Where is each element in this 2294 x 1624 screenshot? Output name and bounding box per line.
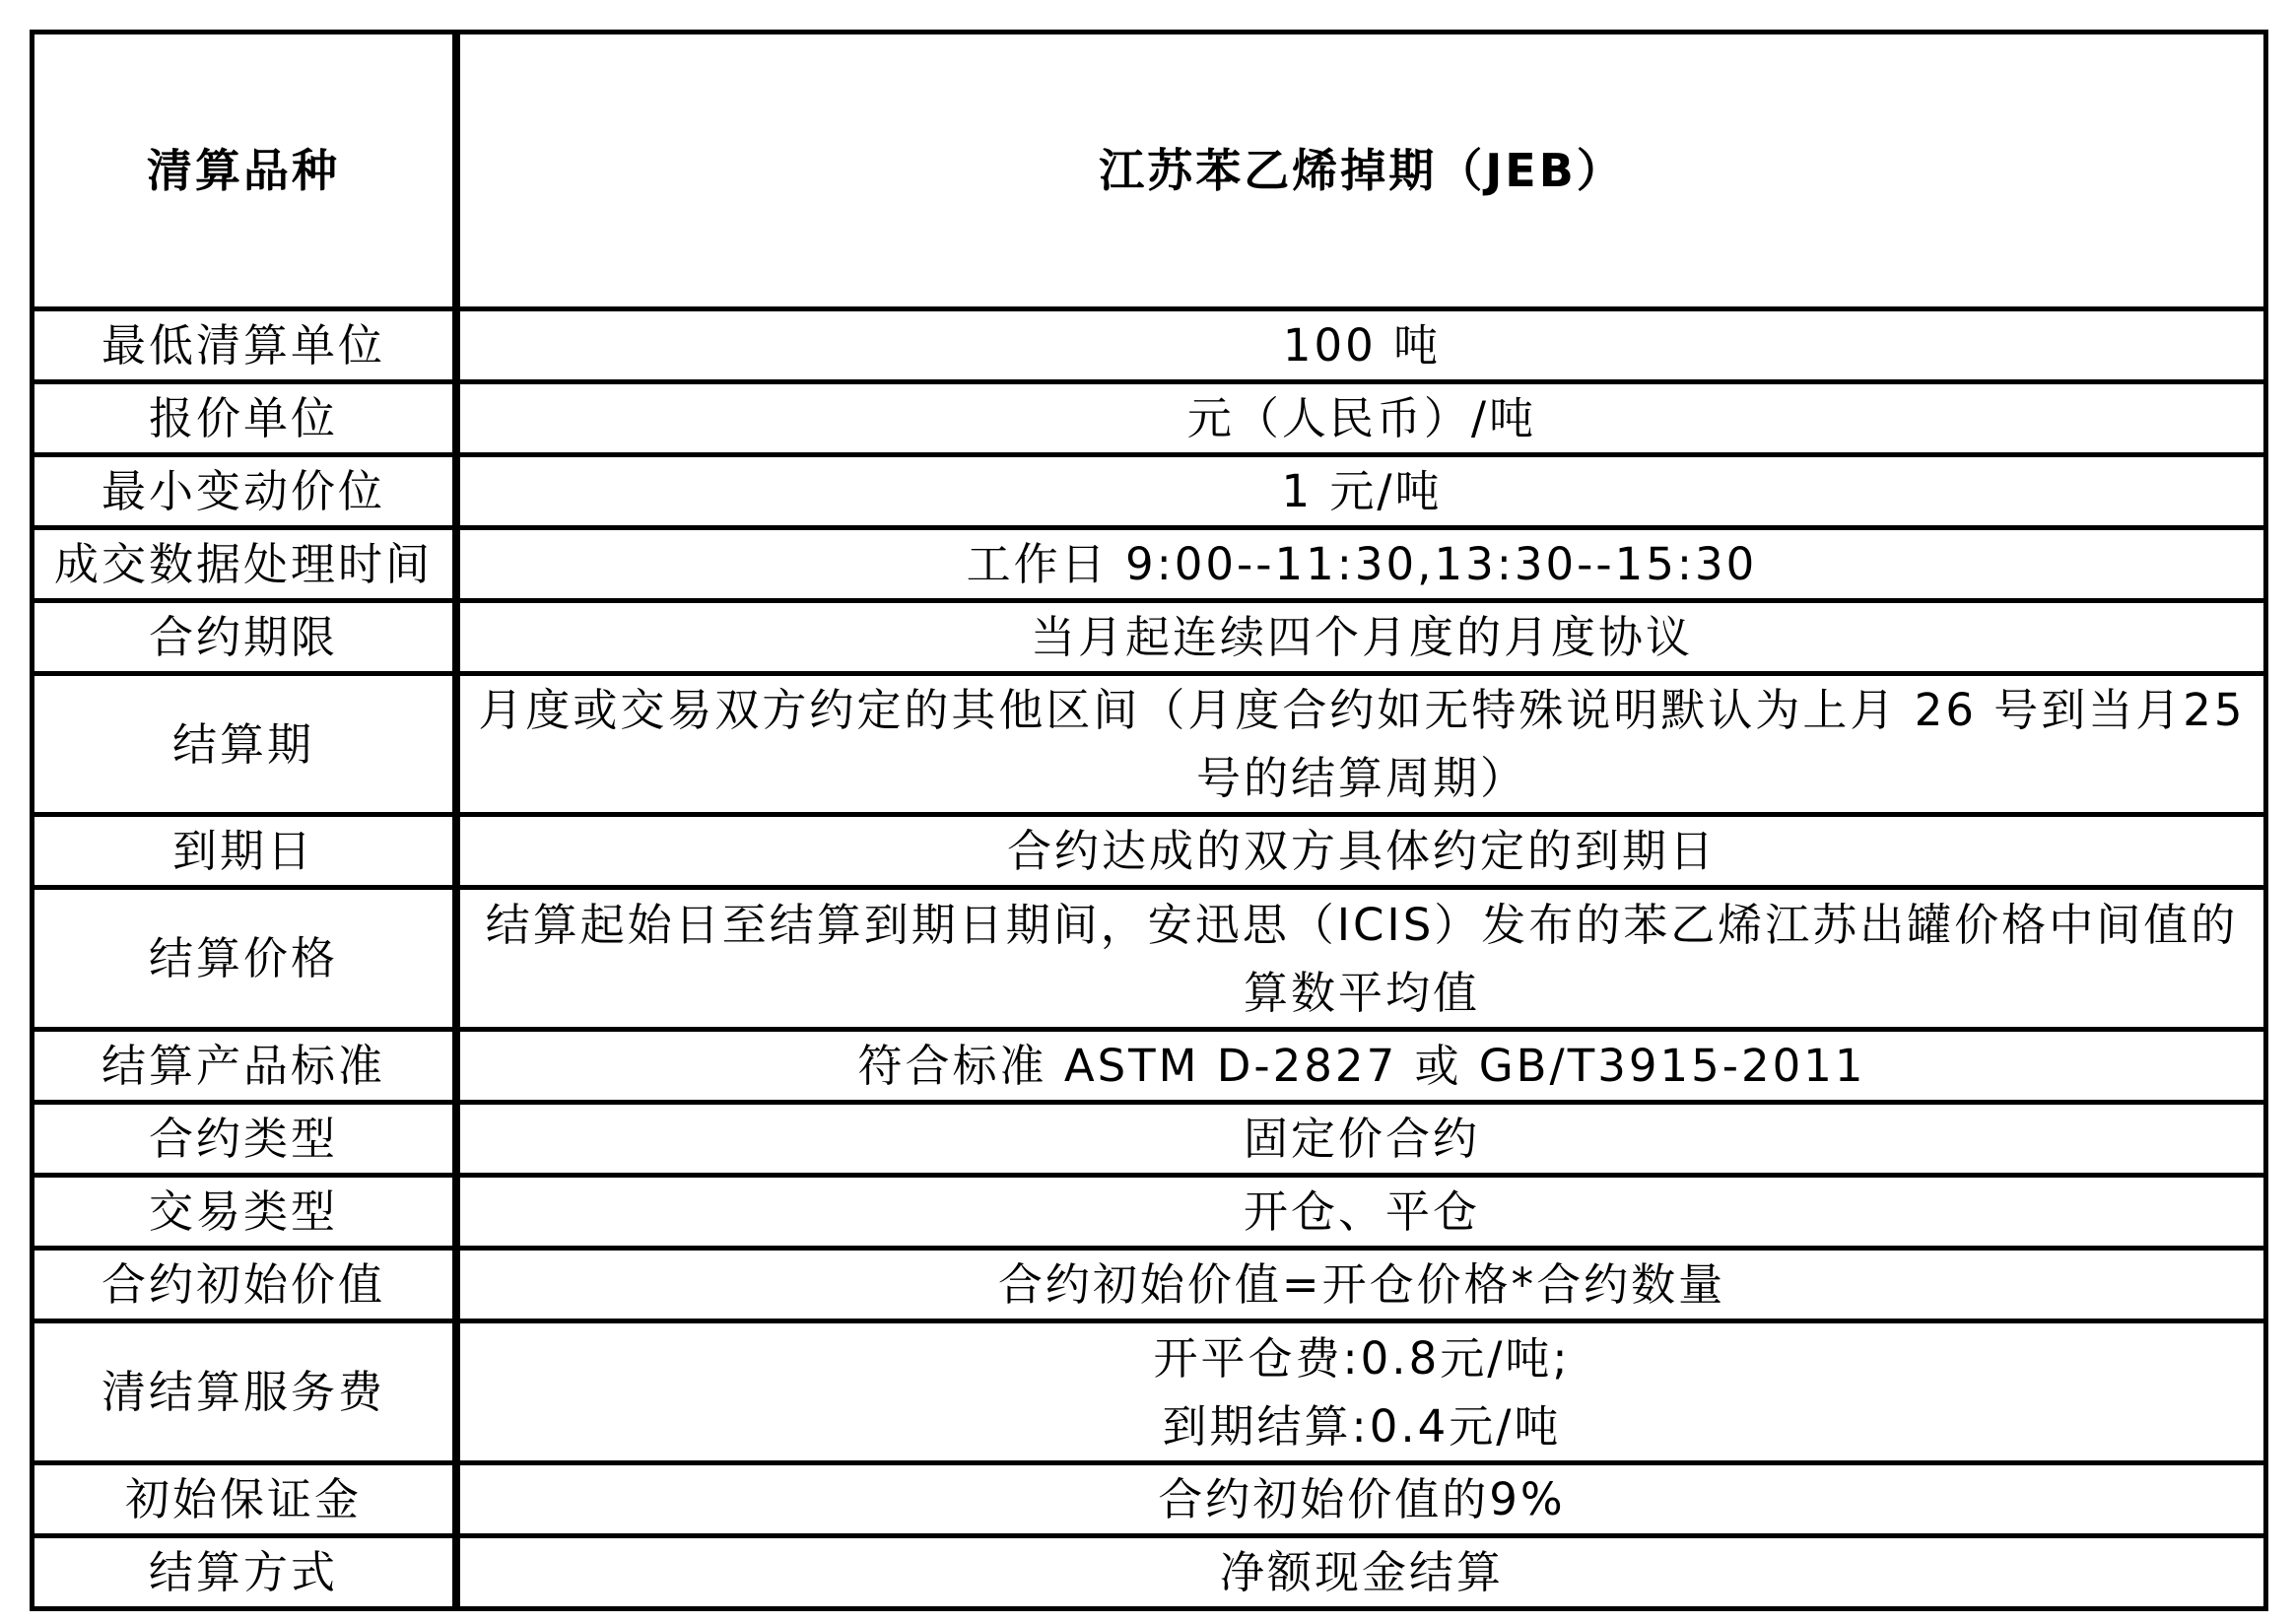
table-row [33,309,2266,382]
table-row [33,888,2266,1030]
row-value: 固定价合约 [456,1103,2266,1176]
table-header-row [33,33,2266,309]
row-value: 100 吨 [456,309,2266,382]
row-value: 结算起始日至结算到期日期间，安迅思（ICIS）发布的苯乙烯江苏出罐价格中间值的算数平均值 [456,888,2266,1030]
contract-spec-table [30,30,2268,1611]
table-row [33,382,2266,455]
row-value: 净额现金结算 [456,1536,2266,1609]
row-value: 开仓、平仓 [456,1176,2266,1249]
table-row [33,1030,2266,1103]
row-label: 初始保证金 [33,1463,457,1536]
row-value: 合约初始价值的9% [456,1463,2266,1536]
header-label-cell: 清算品种 [33,33,457,309]
row-value: 1 元/吨 [456,455,2266,528]
row-value: 月度或交易双方约定的其他区间（月度合约如无特殊说明默认为上月 26 号到当月25号的结算周期） [456,674,2266,815]
row-label: 结算方式 [33,1536,457,1609]
row-value: 当月起连续四个月度的月度协议 [456,601,2266,674]
row-label: 报价单位 [33,382,457,455]
row-value [456,1321,2266,1463]
table-row [33,1321,2266,1463]
table-row [33,1249,2266,1321]
fee-line-open-close: 开平仓费:0.8元/吨; [1153,1331,1571,1385]
row-label: 成交数据处理时间 [33,528,457,601]
fee-line-expiry: 到期结算:0.4元/吨 [1162,1399,1562,1453]
table-row [33,1463,2266,1536]
row-label: 合约初始价值 [33,1249,457,1321]
row-value: 合约达成的双方具体约定的到期日 [456,815,2266,888]
row-label: 清结算服务费 [33,1321,457,1463]
table-row [33,1536,2266,1609]
row-label: 最小变动价位 [33,455,457,528]
table-row [33,674,2266,815]
table-row [33,455,2266,528]
row-label: 合约期限 [33,601,457,674]
table-row [33,1103,2266,1176]
table-row [33,815,2266,888]
row-label: 结算产品标准 [33,1030,457,1103]
header-title-cell: 江苏苯乙烯掉期（JEB） [456,33,2266,309]
table-row [33,601,2266,674]
row-label: 合约类型 [33,1103,457,1176]
row-label: 结算期 [33,674,457,815]
row-label: 结算价格 [33,888,457,1030]
row-value: 工作日 9:00--11:30,13:30--15:30 [456,528,2266,601]
table-row [33,528,2266,601]
row-value: 合约初始价值=开仓价格*合约数量 [456,1249,2266,1321]
row-label: 最低清算单位 [33,309,457,382]
table-row [33,1176,2266,1249]
row-value: 符合标准 ASTM D-2827 或 GB/T3915-2011 [456,1030,2266,1103]
row-label: 交易类型 [33,1176,457,1249]
row-label: 到期日 [33,815,457,888]
row-value: 元（人民币）/吨 [456,382,2266,455]
